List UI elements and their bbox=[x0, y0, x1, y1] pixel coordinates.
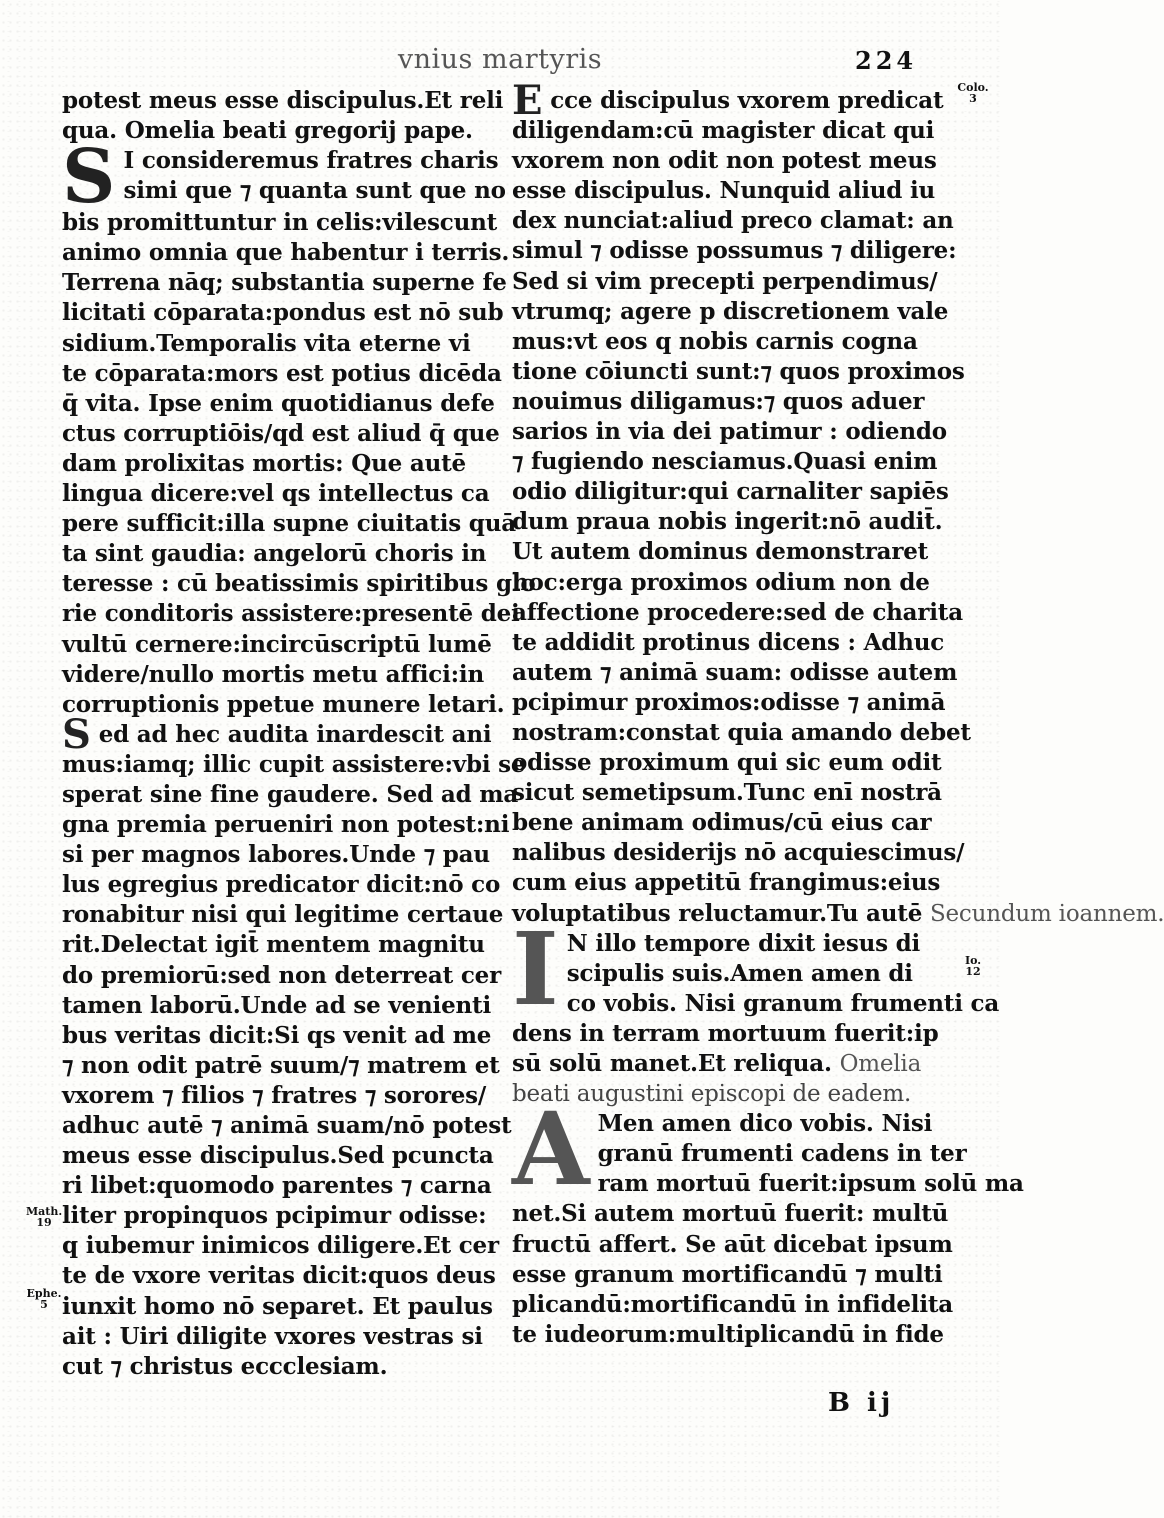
text-line: odisse proximum qui sic eum odit bbox=[512, 749, 942, 777]
text-line: vxorem ⁊ filios ⁊ fratres ⁊ sorores/ bbox=[62, 1081, 487, 1109]
text-line bbox=[62, 710, 492, 758]
text-line: licitati cōparata:pondus est nō sub bbox=[62, 299, 504, 327]
rubric-heading: Secundum ioannem. bbox=[929, 900, 1164, 927]
text-line: rit.Delectat igit̄ mentem magnitu bbox=[62, 931, 485, 959]
text-line: q iubemur inimicos diligere.Et cer bbox=[62, 1232, 499, 1260]
text-line: ⁊ non odit patrē suum/⁊ matrem et bbox=[62, 1051, 500, 1079]
text-line: ronabitur nisi qui legitime certaue bbox=[62, 901, 504, 929]
text-line: Sed si vim precepti perpendimus/ bbox=[512, 267, 938, 295]
text-line: nalibus desiderijs nō acquiescimus/ bbox=[512, 839, 965, 867]
text-line: hoc:erga proximos odium non de bbox=[512, 568, 930, 596]
text-line: vtrumq; agere p discretionem vale bbox=[512, 297, 949, 325]
text-line: adhuc autē ⁊ animā suam/nō potest bbox=[62, 1112, 512, 1139]
text-line: net.Si autem mortuū fuerit: multū bbox=[512, 1200, 949, 1228]
text-line: te addidit protinus dicens : Adhuc bbox=[512, 628, 945, 656]
text-line: Men amen dico vobis. Nisi bbox=[597, 1110, 933, 1138]
text-span: ed ad hec audita inardescit ani bbox=[98, 720, 492, 748]
initial-letter-i: I bbox=[512, 909, 559, 1028]
text-line bbox=[512, 77, 944, 124]
text-line: fructū affert. Se aūt dicebat ipsum bbox=[512, 1230, 953, 1258]
text-line: lus egregius predicator dicit:nō co bbox=[62, 871, 501, 899]
text-line bbox=[512, 899, 1164, 929]
text-line: sperat sine fine gaudere. Sed ad ma bbox=[62, 780, 519, 808]
rubric-heading: beati augustini episcopi de eadem. bbox=[512, 1081, 912, 1108]
text-line: N illo tempore dixit iesus di bbox=[566, 929, 921, 957]
text-line: bene animam odimus/cū eius car bbox=[512, 809, 932, 837]
text-line: gna premia perueniri non potest:ni bbox=[62, 811, 510, 839]
text-line: granū frumenti cadens in ter bbox=[597, 1140, 967, 1168]
text-line: iunxit homo nō separet. Et paulus bbox=[62, 1292, 493, 1320]
text-line: cut ⁊ christus eccclesiam. bbox=[62, 1352, 388, 1380]
text-line: bis promittuntur in celis:vilescunt bbox=[62, 209, 498, 237]
margin-note: Colo. 3 bbox=[957, 81, 989, 105]
text-line: ta sint gaudia: angelorū choris in bbox=[62, 540, 487, 568]
text-line: sidium.Temporalis vita eterne vi bbox=[62, 329, 471, 357]
left-column bbox=[62, 86, 536, 1382]
initial-letter-e: E bbox=[512, 77, 543, 124]
text-line: rie conditoris assistere:presentē dei bbox=[62, 600, 520, 628]
text-line: Terrena nāq; substantia superne fe bbox=[62, 269, 507, 297]
text-line: I consideremus fratres charis bbox=[123, 147, 499, 175]
text-line: vxorem non odit non potest meus bbox=[512, 147, 937, 175]
text-line: dens in terram mortuum fuerit:ip bbox=[512, 1019, 939, 1047]
text-line: tamen laborū.Unde ad se venienti bbox=[62, 991, 491, 1019]
text-line: mus:iamq; illic cupit assistere:vbi se bbox=[62, 750, 526, 778]
margin-note: Ephe. 5 bbox=[26, 1287, 62, 1311]
running-head: vnius martyris bbox=[397, 44, 603, 75]
text-line: dam prolixitas mortis: Que autē bbox=[62, 449, 466, 477]
text-line: simi que ⁊ quanta sunt que no bbox=[123, 177, 506, 205]
text-line: affectione procedere:sed de charita bbox=[512, 598, 963, 626]
folio-number: 224 bbox=[855, 46, 918, 75]
text-line: videre/nullo mortis metu affici:in bbox=[62, 660, 484, 688]
text-line: te cōparata:mors est potius dicēda bbox=[62, 359, 502, 387]
text-line: dum praua nobis ingerit:nō audit̄. bbox=[512, 508, 943, 536]
text-line: ri libet:quomodo parentes ⁊ carna bbox=[62, 1172, 492, 1200]
text-line: autem ⁊ animā suam: odisse autem bbox=[512, 658, 958, 686]
text-line: scipulis suis.Amen amen di bbox=[566, 959, 913, 987]
text-span: cce discipulus vxorem predicat bbox=[550, 87, 944, 114]
text-line: sicut semetipsum.Tunc enī nostrā bbox=[512, 779, 942, 807]
text-line bbox=[512, 1049, 942, 1079]
text-span: voluptatibus reluctamur.Tu autē bbox=[512, 899, 923, 927]
text-line: bus veritas dicit:Si qs venit ad me bbox=[62, 1021, 492, 1049]
margin-note: Io. 12 bbox=[964, 954, 982, 978]
text-line: Ut autem dominus demonstraret bbox=[512, 538, 929, 566]
text-line: vultū cernere:incircūscriptū lumē bbox=[62, 630, 492, 658]
initial-letter-s: S bbox=[62, 134, 116, 221]
text-line: animo omnia que habentur i terris. bbox=[62, 239, 510, 267]
text-line: ait : Uiri diligite vxores vestras si bbox=[62, 1322, 483, 1350]
text-line: mus:vt eos q nobis carnis cogna bbox=[512, 327, 918, 355]
text-line: ⁊ fugiendo nesciamus.Quasi enim bbox=[512, 448, 938, 476]
text-line: plicandū:mortificandū in infidelita bbox=[512, 1290, 953, 1318]
text-line: te de vxore veritas dicit:quos deus bbox=[62, 1262, 496, 1290]
text-line: si per magnos labores.Unde ⁊ pau bbox=[62, 841, 490, 869]
text-line: qua. Omelia beati gregorij pape. bbox=[62, 117, 473, 145]
text-line: do premiorū:sed non deterreat cer bbox=[62, 961, 502, 989]
text-line: nouimus diligamus:⁊ quos aduer bbox=[512, 387, 925, 415]
text-line: liter propinquos pcipimur odisse: bbox=[62, 1202, 487, 1230]
text-line: tione cōiuncti sunt:⁊ quos proximos bbox=[512, 357, 965, 385]
initial-letter-s: S bbox=[62, 710, 91, 758]
margin-note: Math. 19 bbox=[26, 1205, 63, 1229]
signature-mark: B ij bbox=[828, 1388, 895, 1418]
text-line: esse discipulus. Nunquid aliud iu bbox=[512, 177, 936, 205]
text-line: cum eius appetitū frangimus:eius bbox=[512, 869, 941, 897]
text-line: te iudeorum:multiplicandū in fide bbox=[512, 1320, 944, 1348]
text-line: ram mortuū fuerit:ipsum solū ma bbox=[597, 1170, 1024, 1198]
initial-letter-a: A bbox=[512, 1090, 590, 1209]
text-line: pcipimur proximos:odisse ⁊ animā bbox=[512, 688, 946, 716]
text-line: teresse : cū beatissimis spiritibus glo bbox=[62, 570, 536, 598]
text-line: q̄ vita. Ipse enim quotidianus defe bbox=[62, 389, 495, 417]
text-span: sū solū manet.Et reliqua. bbox=[512, 1050, 832, 1077]
text-line: diligendam:cū magister dicat qui bbox=[512, 117, 935, 145]
text-line: dex nunciat:aliud preco clamat: an bbox=[512, 207, 954, 235]
text-line: potest meus esse discipulus.Et reli bbox=[62, 87, 504, 114]
text-line: corruptionis ppetue munere letari. bbox=[62, 690, 505, 718]
text-line: esse granum mortificandū ⁊ multi bbox=[512, 1260, 943, 1288]
text-line: ctus corruptiōis/qd est aliud q̄ que bbox=[62, 419, 500, 447]
rubric-heading: Omelia bbox=[839, 1051, 922, 1077]
text-line: pere sufficit:illa supne ciuitatis quā bbox=[62, 510, 516, 538]
text-line: co vobis. Nisi granum frumenti ca bbox=[566, 989, 1000, 1017]
text-line: odio diligitur:qui carnaliter sapiēs bbox=[512, 478, 949, 506]
text-line: nostram:constat quia amando debet bbox=[512, 718, 971, 746]
text-line: lingua dicere:vel qs intellectus ca bbox=[62, 480, 490, 508]
text-line: sarios in via dei patimur : odiendo bbox=[512, 418, 947, 446]
text-line: simul ⁊ odisse possumus ⁊ diligere: bbox=[512, 237, 957, 265]
text-line: meus esse discipulus.Sed pcuncta bbox=[62, 1142, 494, 1170]
